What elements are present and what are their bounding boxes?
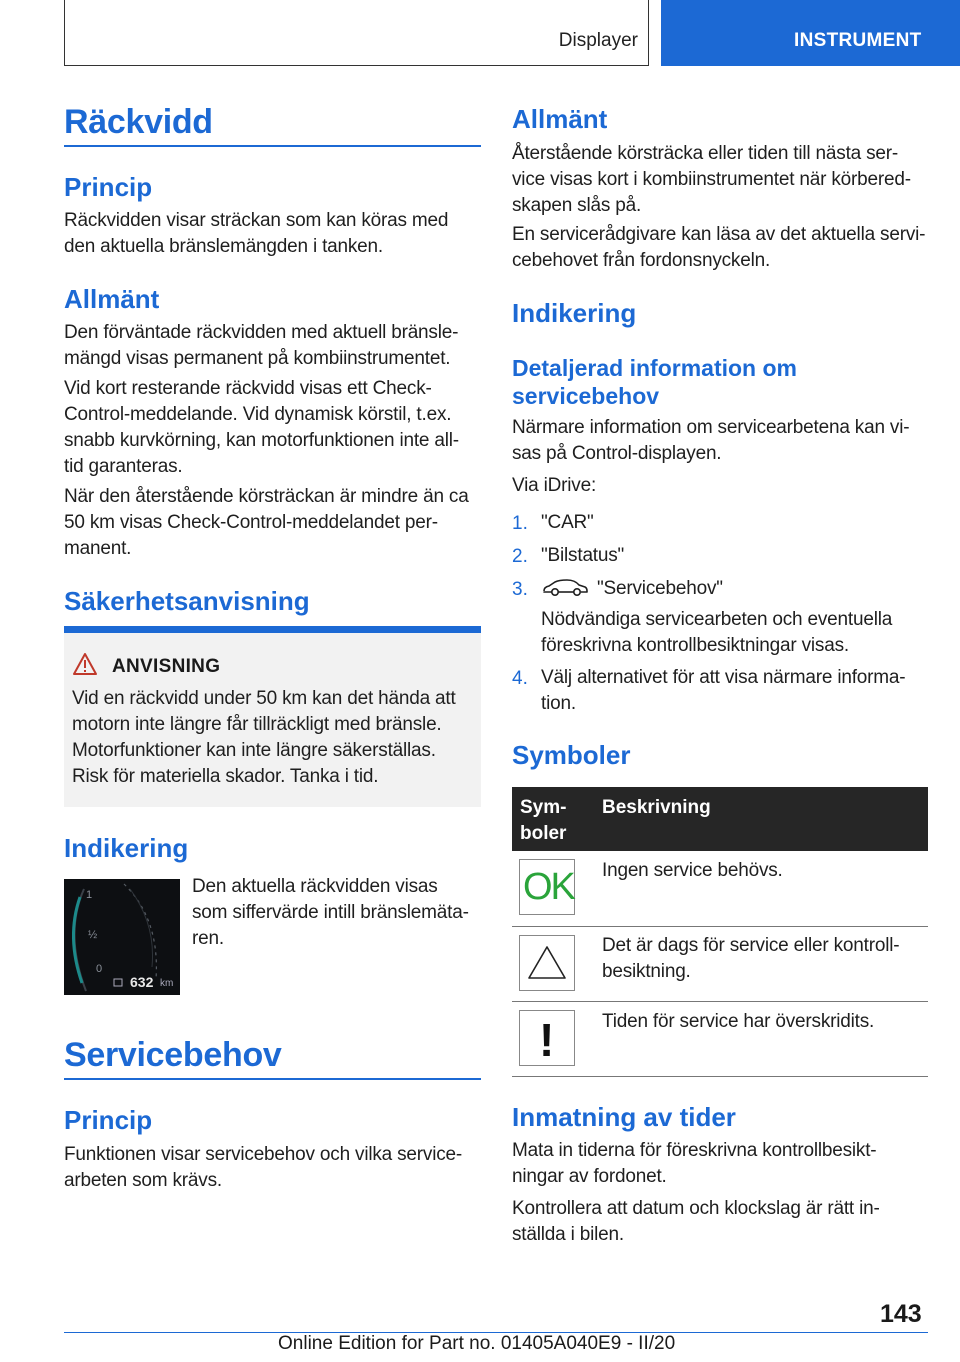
via-idrive-label: Via iDrive: [512,475,597,496]
gauge-scale-zero: 0 [96,963,103,975]
ok-symbol-icon: OK [519,859,575,915]
service-title-rule [64,1078,481,1080]
principle-heading: Princip [64,172,153,202]
symbols-heading: Symboler [512,740,631,770]
dates-heading: Inmatning av tider [512,1102,736,1132]
page-number: 143 [880,1300,922,1328]
header-chapter-tab[interactable] [661,0,960,66]
step-number-4: 4. [512,668,528,689]
exclamation-symbol-icon: ! [519,1010,575,1066]
general-paragraph-1: Den förväntade räckvidden med aktuell bränsle- mängd visas permanent på kombiinstrumentet. [64,322,459,369]
general-paragraph-2: Vid kort resterande räckvidd visas ett Check- Control-meddelande. Vid dynamisk körstil, t.ex. snabb kurvkörning, kan motorfunktionen inte all- tid garanteras. [64,378,459,477]
step-number-2: 2. [512,546,528,567]
footer-edition: Online Edition for Part no. 01405A040E9 - II/20 [278,1333,676,1354]
car-icon [541,578,589,598]
step-text-2: "Bilstatus" [541,545,625,566]
table-row-text-1: Ingen service behövs. [602,860,783,881]
table-col-description: Beskrivning [602,797,711,818]
range-unit: km [160,978,174,989]
principle-text: Räckvidden visar sträckan som kan köras med den aktuella bränslemängden i tanken. [64,210,449,257]
step-number-1: 1. [512,513,528,534]
indication-text: Den aktuella räckvidden visas som siffervärde intill bränslemäta- ren. [192,876,469,949]
table-row-text-2: Det är dags för service eller kontroll- besiktning. [602,935,900,982]
service-principle-text: Funktionen visar servicebehov och vilka service- arbeten som krävs. [64,1144,463,1191]
right-general-paragraph-2: En servicerådgivare kan läsa av det aktuella servi- cebehovet från fordonsnyckeln. [512,224,926,271]
header-section-box [64,0,649,66]
dates-paragraph-1: Mata in tiderna för föreskrivna kontrollbesikt- ningar av fordonet. [512,1140,877,1187]
service-title: Servicebehov [64,1036,282,1074]
range-title-rule [64,145,481,147]
notice-title: ANVISNING [112,656,221,677]
safety-heading: Säkerhetsanvisning [64,586,310,616]
service-principle-heading: Princip [64,1105,153,1135]
warning-triangle-icon [72,652,98,676]
symbols-table-header [512,787,928,851]
notice-accent-bar [64,626,481,633]
general-heading: Allmänt [64,284,160,314]
table-row-divider [512,1076,928,1077]
table-col-symbols: Sym- boler [520,797,567,844]
header-section-label: Displayer [558,30,638,51]
step-number-3: 3. [512,579,528,600]
step-text-1: "CAR" [541,512,594,533]
table-row-divider [512,926,928,927]
detail-heading: Detaljerad information om servicebehov [512,355,797,409]
header-chapter-label: INSTRUMENT [794,30,922,51]
table-row-divider [512,1001,928,1002]
step-subtext-3: Nödvändiga servicearbeten och eventuella föreskrivna kontrollbesiktningar visas. [541,609,893,656]
gauge-scale-half: ½ [88,929,98,941]
step-text-4: Välj alternativet för att visa närmare informa- tion. [541,667,906,714]
instrument-cluster-image [64,879,180,995]
right-general-heading: Allmänt [512,104,608,134]
warning-symbol-icon [519,935,575,991]
gauge-scale-one: 1 [86,889,93,901]
right-general-paragraph-1: Återstående körsträcka eller tiden till nästa ser- vice visas kort i kombiinstrumentet när körbered- skapen slås på. [512,143,911,216]
notice-text: Vid en räckvidd under 50 km kan det hända att motorn inte längre får tillräckligt med bränsle. Motorfunktioner kan inte längre säkerställas. Risk för materiella skador. Tanka i tid. [72,688,456,787]
range-readout: 632 [130,974,154,990]
dates-paragraph-2: Kontrollera att datum och klockslag är rätt in- ställda i bilen. [512,1198,880,1245]
table-row-text-3: Tiden för service har överskridits. [602,1011,875,1032]
range-title: Räckvidd [64,103,213,141]
step-text-3: "Servicebehov" [597,578,723,599]
indication-heading: Indikering [64,833,189,863]
general-paragraph-3: När den återstående körsträckan är mindre än ca 50 km visas Check-Control-meddelandet per- manent. [64,486,469,559]
right-indication-heading: Indikering [512,298,637,328]
detail-text: Närmare information om servicearbetena kan vi- sas på Control-displayen. [512,417,910,464]
